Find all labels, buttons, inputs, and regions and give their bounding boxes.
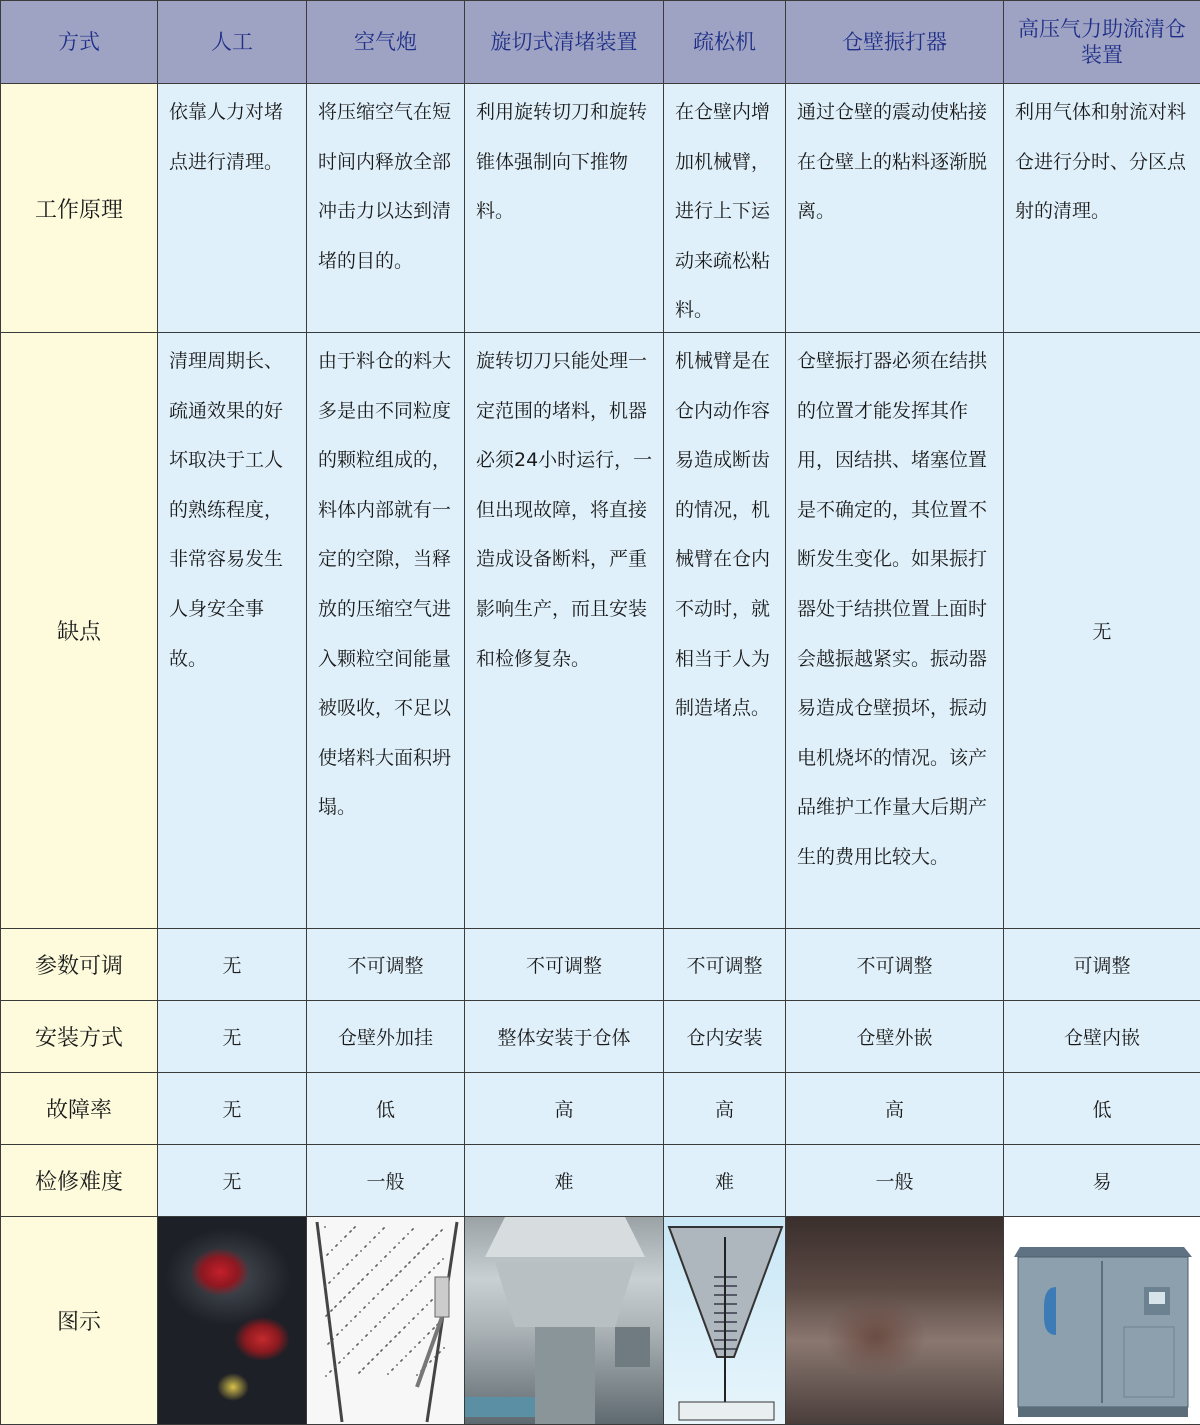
failure-rate-airflow-cleaner: 低	[1003, 1072, 1200, 1145]
drawbacks-loosening-machine: 机械臂是在仓内动作容易造成断齿的情况，机械臂在仓内不动时，就相当于人为制造堵点。	[663, 332, 786, 929]
adjustable-airflow-cleaner: 可调整	[1003, 928, 1200, 1001]
row-label-installation: 安装方式	[0, 1000, 158, 1073]
adjustable-loosening-machine: 不可调整	[663, 928, 786, 1001]
maintenance-air-cannon: 一般	[306, 1144, 465, 1217]
rotary-device-photo-drawing	[465, 1217, 664, 1425]
header-method: 方式	[0, 0, 158, 84]
drawbacks-airflow-cleaner: 无	[1003, 332, 1200, 929]
air-cannon-diagram-drawing	[307, 1217, 465, 1425]
header-air-cannon: 空气炮	[306, 0, 465, 84]
adjustable-air-cannon: 不可调整	[306, 928, 465, 1001]
header-airflow-cleaner: 高压气力助流清仓装置	[1003, 0, 1200, 84]
row-label-drawbacks: 缺点	[0, 332, 158, 929]
maintenance-loosening-machine: 难	[663, 1144, 786, 1217]
installation-manual: 无	[157, 1000, 307, 1073]
installation-rotary-device: 整体安装于仓体	[464, 1000, 664, 1073]
principle-wall-vibrator: 通过仓壁的震动使粘接在仓壁上的粘料逐渐脱离。	[785, 83, 1004, 333]
drawbacks-rotary-device: 旋转切刀只能处理一定范围的堵料，机器必须24小时运行，一但出现故障，将直接造成设备断料，严重影响生产，而且安装和检修复杂。	[464, 332, 664, 929]
wall-vibrator-photo	[785, 1216, 1004, 1425]
failure-rate-rotary-device: 高	[464, 1072, 664, 1145]
principle-rotary-device: 利用旋转切刀和旋转锥体强制向下推物料。	[464, 83, 664, 333]
row-label-adjustable: 参数可调	[0, 928, 158, 1001]
adjustable-manual: 无	[157, 928, 307, 1001]
manual-cleaning-photo	[157, 1216, 307, 1425]
row-label-maintenance: 检修难度	[0, 1144, 158, 1217]
maintenance-manual: 无	[157, 1144, 307, 1217]
loosening-machine-diagram-drawing	[664, 1217, 786, 1425]
installation-loosening-machine: 仓内安装	[663, 1000, 786, 1073]
installation-airflow-cleaner: 仓壁内嵌	[1003, 1000, 1200, 1073]
rotary-device-photo	[464, 1216, 664, 1425]
adjustable-rotary-device: 不可调整	[464, 928, 664, 1001]
principle-manual: 依靠人力对堵点进行清理。	[157, 83, 307, 333]
row-label-principle: 工作原理	[0, 83, 158, 333]
failure-rate-loosening-machine: 高	[663, 1072, 786, 1145]
drawbacks-wall-vibrator: 仓壁振打器必须在结拱的位置才能发挥其作用，因结拱、堵塞位置是不确定的，其位置不断发生变化。如果振打器处于结拱位置上面时会越振越紧实。振动器易造成仓壁损坏，振动电机烧坏的情况。该产品维护工作量大后期产生的费用比较大。	[785, 332, 1004, 929]
air-cannon-diagram	[306, 1216, 465, 1425]
installation-wall-vibrator: 仓壁外嵌	[785, 1000, 1004, 1073]
adjustable-wall-vibrator: 不可调整	[785, 928, 1004, 1001]
installation-air-cannon: 仓壁外加挂	[306, 1000, 465, 1073]
principle-loosening-machine: 在仓壁内增加机械臂，进行上下运动来疏松粘料。	[663, 83, 786, 333]
maintenance-rotary-device: 难	[464, 1144, 664, 1217]
row-label-illustration: 图示	[0, 1216, 158, 1425]
principle-airflow-cleaner: 利用气体和射流对料仓进行分时、分区点射的清理。	[1003, 83, 1200, 333]
header-wall-vibrator: 仓壁振打器	[785, 0, 1004, 84]
header-manual: 人工	[157, 0, 307, 84]
maintenance-airflow-cleaner: 易	[1003, 1144, 1200, 1217]
drawbacks-air-cannon: 由于料仓的料大多是由不同粒度的颗粒组成的，料体内部就有一定的空隙，当释放的压缩空气进入颗粒空间能量被吸收，不足以使堵料大面积坍塌。	[306, 332, 465, 929]
failure-rate-air-cannon: 低	[306, 1072, 465, 1145]
principle-air-cannon: 将压缩空气在短时间内释放全部冲击力以达到清堵的目的。	[306, 83, 465, 333]
airflow-cabinet-photo	[1003, 1216, 1200, 1425]
airflow-cabinet-photo-drawing	[1004, 1217, 1200, 1425]
loosening-machine-diagram	[663, 1216, 786, 1425]
failure-rate-wall-vibrator: 高	[785, 1072, 1004, 1145]
failure-rate-manual: 无	[157, 1072, 307, 1145]
maintenance-wall-vibrator: 一般	[785, 1144, 1004, 1217]
header-rotary-device: 旋切式清堵装置	[464, 0, 664, 84]
header-loosening-machine: 疏松机	[663, 0, 786, 84]
row-label-failure-rate: 故障率	[0, 1072, 158, 1145]
drawbacks-manual: 清理周期长、疏通效果的好坏取决于工人的熟练程度，非常容易发生人身安全事故。	[157, 332, 307, 929]
